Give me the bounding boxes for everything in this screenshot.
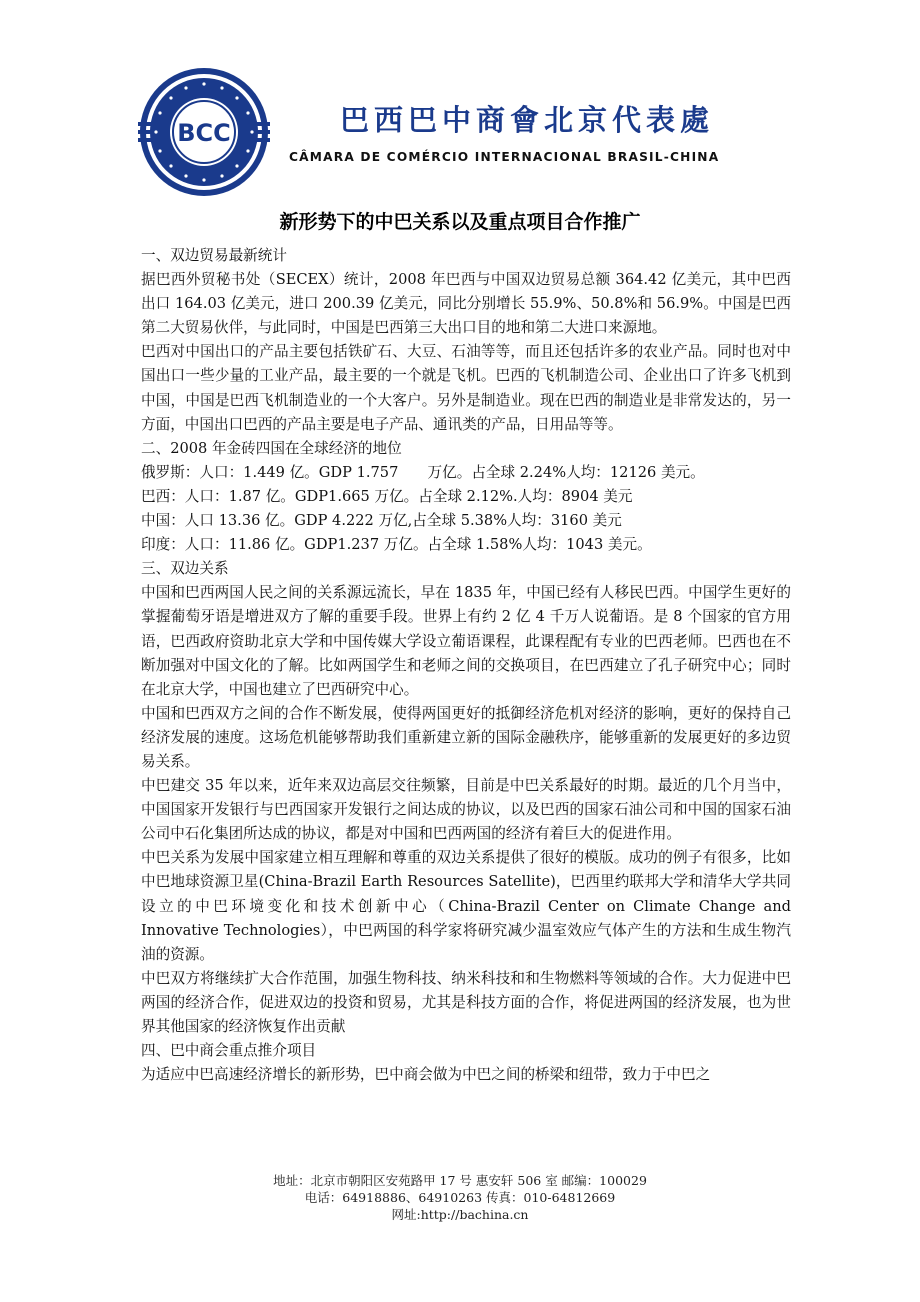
section-heading-trade-stats: 一、双边贸易最新统计 [141,247,287,264]
section-heading-projects: 四、巴中商会重点推介项目 [141,1042,317,1060]
section-heading-bilateral: 三、双边关系 [141,560,229,578]
document-title: 新形势下的中巴关系以及重点项目合作推广 [279,211,641,233]
paragraph-trade-stats: 据巴西外贸秘书处（SECEX）统计，2008 年巴西与中国双边贸易总额 364.42 亿美元，其中巴西出口 164.03 亿美元，进口 200.39 亿美元，同比分别增长 55.9%、50.8%和 56.9%。中国是巴西第二大贸易伙伴，与此同时，中国是巴西第三大出口目的地和第二大进口来源地。 [141,271,791,337]
paragraph-bilateral-history: 中国和巴西两国人民之间的关系源远流长，早在 1835 年，中国已经有人移民巴西。中国学生更好的掌握葡萄牙语是增进双方了解的重要手段。世界上有约 2 亿 4 千万人说葡语。是 8 个国家的官方用语，巴西政府资助北京大学和中国传媒大学设立葡语课程，此课程配有专业的巴西老师。巴西也在不断加强对中国文化的了解。比如两国学生和老师之间的交换项目，在巴西建立了孔子研究中心；同时在北京大学，中国也建立了巴西研究中心。 [141,584,791,698]
paragraph-model-relations: 中巴关系为发展中国家建立相互理解和尊重的双边关系提供了很好的模版。成功的例子有很多，比如中巴地球资源卫星(China-Brazil Earth Resources Satellite)，巴西里约联邦大学和清华大学共同设立的中巴环境变化和技术创新中心（China-Brazil Center on Climate Change and Innovative Technologies），中巴两国的科学家将研究减少温室效应气体产生的方法和生成生物汽油的资源。 [141,849,791,963]
org-title: 巴西巴中商會北京代表處 [340,103,715,137]
paragraph-export-products: 巴西对中国出口的产品主要包括铁矿石、大豆、石油等等，而且还包括许多的农业产品。同时也对中国出口一些少量的工业产品，最主要的一个就是飞机。巴西的飞机制造公司、企业出口了许多飞机到中国，中国是巴西飞机制造业的一个大客户。另外是制造业。现在巴西的制造业是非常发达的，另一方面，中国出口巴西的产品主要是电子产品、通讯类的产品，日用品等等。 [141,343,791,433]
bcc-seal-icon [138,66,270,198]
page-footer [0,1172,920,1223]
paragraph-expand-cooperation: 中巴双方将继续扩大合作范围，加强生物科技、纳米科技和和生物燃料等领域的合作。大力促进中巴两国的经济合作，促进双边的投资和贸易，尤其是科技方面的合作，将促进两国的经济发展，也为世界其他国家的经济恢复作出贡献 [141,969,791,1035]
footer-phone: 电话：64918886、64910263 传真：010-64812669 [304,1190,616,1205]
bcc-logo [138,66,270,198]
section-heading-bric: 二、2008 年金砖四国在全球经济的地位 [141,439,402,457]
paragraph-projects-intro: 为适应中巴高速经济增长的新形势，巴中商会做为中巴之间的桥梁和纽带，致力于中巴之 [141,1066,711,1084]
footer-address: 地址：北京市朝阳区安苑路甲 17 号 惠安轩 506 室 邮编：100029 [273,1173,647,1188]
paragraph-35-years: 中巴建交 35 年以来，近年来双边高层交往频繁，目前是中巴关系最好的时期。最近的几个月当中，中国国家开发银行与巴西国家开发银行之间达成的协议，以及巴西的国家石油公司和中国的国家石油公司中石化集团所达成的协议，都是对中国和巴西两国的经济有着巨大的促进作用。 [141,777,791,843]
org-subtitle: CÂMARA DE COMÉRCIO INTERNACIONAL BRASIL-CHINA [289,150,720,164]
logo-bcc-text: BCC [177,119,231,147]
bric-russia: 俄罗斯：人口：1.449 亿。GDP 1.757 万亿。占全球 2.24%人均：12126 美元。 [141,463,705,481]
bric-china: 中国：人口 13.36 亿。GDP 4.222 万亿,占全球 5.38%人均：3160 美元 [141,512,622,530]
document-body [141,244,791,1087]
bric-india: 印度：人口：11.86 亿。GDP1.237 万亿。占全球 1.58%人均：1043 美元。 [141,536,652,554]
bric-brazil: 巴西：人口：1.87 亿。GDP1.665 万亿。占全球 2.12%.人均：8904 美元 [141,487,633,505]
paragraph-cooperation: 中国和巴西双方之间的合作不断发展，使得两国更好的抵御经济危机对经济的影响，更好的保持自己经济发展的速度。这场危机能够帮助我们重新建立新的国际金融秩序，能够重新的发展更好的多边贸易关系。 [141,704,791,770]
footer-website: 网址:http://bachina.cn [391,1207,529,1222]
